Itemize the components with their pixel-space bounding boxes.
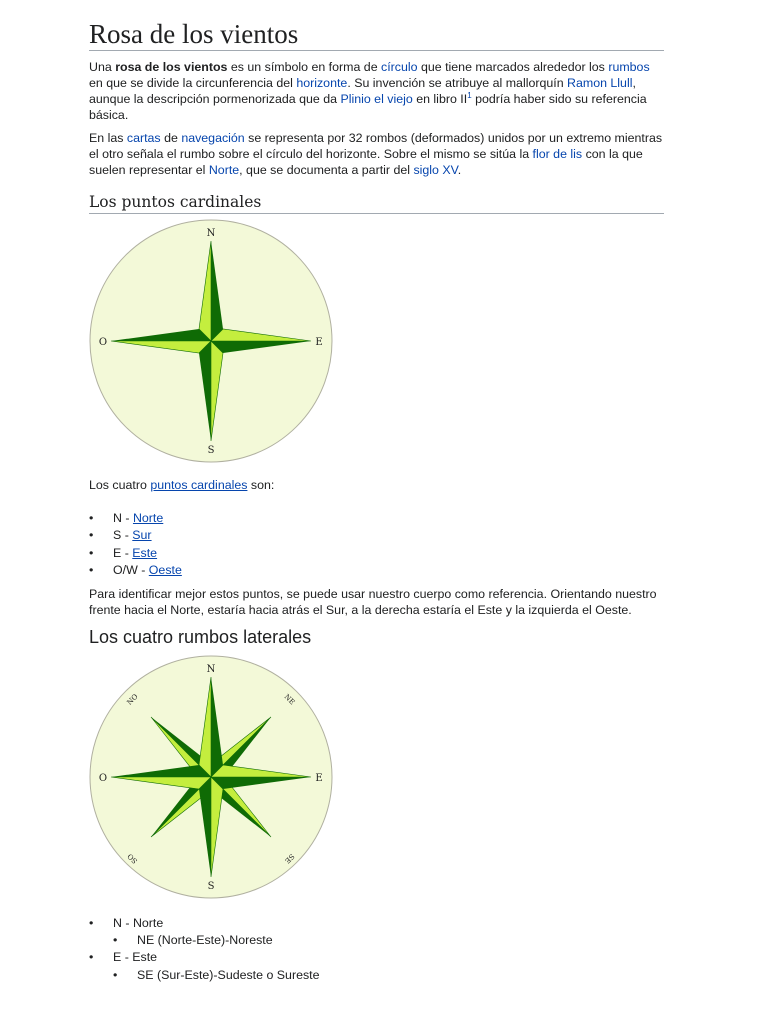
compass-label-o: O xyxy=(98,337,108,348)
link-horizonte[interactable]: horizonte xyxy=(296,76,348,90)
link-ramon-llull[interactable]: Ramon Llull xyxy=(567,76,633,90)
compass-label-e: E xyxy=(315,337,323,348)
compass-label-s: S xyxy=(207,880,215,892)
compass-label-o: O xyxy=(98,772,108,784)
compass-label-n: N xyxy=(206,228,216,239)
compass-label-se: SE xyxy=(283,851,296,865)
link-circulo[interactable]: círculo xyxy=(381,60,418,74)
compass-label-no: NO xyxy=(125,692,140,707)
link-oeste-item[interactable]: Oeste xyxy=(148,563,182,578)
navigation-paragraph: En las cartas de navegación se representa por 32 rombos (deformados) unidos por un extremo mientras el otro señala el rumbo sobre el círculo del horizonte. Sobre el mismo se sitúa la flor de lis con la que suelen representar el Norte, que se documenta a partir del siglo XV. xyxy=(89,131,663,177)
list-item: • E - Este xyxy=(89,545,664,562)
link-cartas[interactable]: cartas xyxy=(126,131,161,145)
section-heading-rumbos: Los cuatro rumbos laterales xyxy=(89,626,312,647)
rumbos-sublist xyxy=(89,932,664,949)
link-navegacion[interactable]: navegación xyxy=(181,131,245,145)
list-item: • NE (Norte-Este)-Noreste xyxy=(89,932,664,949)
link-flor-de-lis[interactable]: flor de lis xyxy=(532,147,583,161)
compass-label-so: SO xyxy=(126,851,140,865)
cardinal-list-intro: Los cuatro puntos cardinales son: xyxy=(89,478,275,492)
link-puntos-cardinales[interactable]: puntos cardinales xyxy=(150,478,248,492)
compass-label-ne: NE xyxy=(282,692,297,707)
list-item: • N - Norte xyxy=(89,915,664,932)
link-plinio[interactable]: Plinio el viejo xyxy=(340,92,413,106)
compass-label-n: N xyxy=(206,663,216,675)
footnote-ref[interactable]: 1 xyxy=(467,90,472,100)
rumbos-list xyxy=(89,949,664,966)
link-rumbos[interactable]: rumbos xyxy=(608,60,650,74)
list-item: • O/W - Oeste xyxy=(89,562,664,579)
compass-label-s: S xyxy=(207,445,215,456)
bold-term: rosa de los vientos xyxy=(115,60,228,74)
link-sur-item[interactable]: Sur xyxy=(132,528,152,543)
rumbos-list xyxy=(89,915,664,932)
link-siglo-xv[interactable]: siglo XV xyxy=(413,163,458,177)
compass-rose-cardinal xyxy=(87,217,335,465)
page-title: Rosa de los vientos xyxy=(89,0,664,51)
cardinal-list xyxy=(89,510,664,580)
intro-paragraph: Una rosa de los vientos es un símbolo en forma de círculo que tiene marcados alrededor los rumbos en que se divide la circunferencia del horizonte. Su invención se atribuye al mallorquín Ramon Llull, aunque la descripción pormenorizada que da Plinio el viejo en libro $II^1$ podría haber sido su referencia básica. xyxy=(89,60,650,122)
section-heading-cardinal: Los puntos cardinales xyxy=(89,192,664,214)
list-item: • SE (Sur-Este)-Sudeste o Sureste xyxy=(89,967,664,984)
rumbos-sublist xyxy=(89,967,664,984)
link-norte[interactable]: Norte xyxy=(208,163,240,177)
compass-label-e: E xyxy=(315,772,323,784)
article xyxy=(89,0,664,984)
link-este-item[interactable]: Este xyxy=(132,545,158,560)
list-item: • S - Sur xyxy=(89,527,664,544)
compass-rose-laterales xyxy=(87,653,335,901)
list-item: • E - Este xyxy=(89,949,664,966)
list-item: • N - Norte xyxy=(89,510,664,527)
orientation-paragraph: Para identificar mejor estos puntos, se puede usar nuestro cuerpo como referencia. Orientando nuestro frente hacia el Norte, estaría hacia atrás el Sur, a la derecha estaría el Este y la izquierda el Oeste. xyxy=(89,586,657,617)
link-norte-item[interactable]: Norte xyxy=(132,511,164,525)
